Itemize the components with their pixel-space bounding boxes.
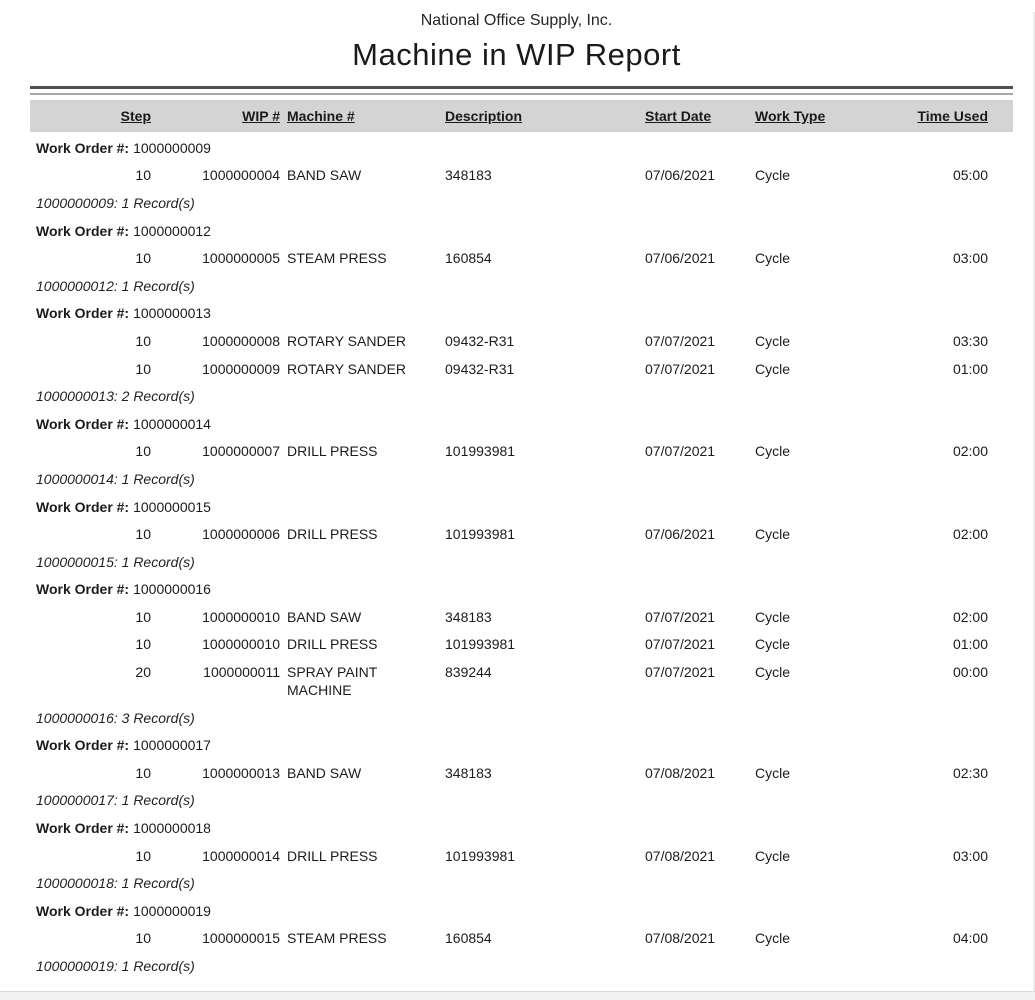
work-order-number: 1000000015 [133,498,211,515]
cell-step: 10 [135,526,151,543]
title-rule-light [30,93,1013,95]
cell-time-used: 02:30 [952,764,988,781]
work-order-header [30,217,1013,245]
cell-description: 101993981 [445,526,516,543]
cell-start-date: 07/07/2021 [645,332,716,349]
cell-description: 101993981 [445,636,516,653]
cell-step: 10 [135,360,151,377]
cell-work-type: Cycle [755,608,791,625]
work-order-header [30,300,1013,328]
cell-start-date: 07/07/2021 [645,360,716,377]
group-record-count: 1000000014: 1 Record(s) [36,470,195,487]
group-record-count: 1000000019: 1 Record(s) [36,958,195,975]
cell-description: 09432-R31 [445,332,515,349]
cell-start-date: 07/08/2021 [645,764,716,781]
cell-work-type: Cycle [755,360,791,377]
table-row [30,842,1013,870]
work-order-label: Work Order #: [36,139,130,156]
column-header-description[interactable]: Description [445,108,523,124]
group-record-count: 1000000012: 1 Record(s) [36,277,195,294]
cell-step: 10 [135,930,151,947]
work-order-header [30,576,1013,604]
group-record-count: 1000000015: 1 Record(s) [36,553,195,570]
cell-work-type: Cycle [755,636,791,653]
work-order-number: 1000000014 [133,415,211,432]
bottom-edge-strip [0,991,1035,1000]
cell-start-date: 07/08/2021 [645,930,716,947]
cell-step: 10 [135,167,151,184]
group-record-count: 1000000013: 2 Record(s) [36,388,195,405]
cell-time-used: 03:00 [952,847,988,864]
cell-machine: DRILL PRESS [287,443,378,460]
cell-time-used: 04:00 [952,930,988,947]
table-row [30,520,1013,548]
cell-machine: DRILL PRESS [287,847,378,864]
report-title: Machine in WIP Report [352,37,681,72]
cell-machine: ROTARY SANDER [287,332,407,349]
company-name: National Office Supply, Inc. [420,12,613,29]
cell-wip: 1000000011 [203,664,280,681]
column-header-start-date[interactable]: Start Date [645,108,712,124]
cell-work-type: Cycle [755,847,791,864]
work-order-number: 1000000013 [133,305,211,322]
work-order-number: 1000000009 [133,139,211,156]
work-order-label: Work Order #: [36,902,130,919]
cell-start-date: 07/07/2021 [645,664,716,681]
cell-time-used: 02:00 [952,526,988,543]
cell-work-type: Cycle [755,250,791,267]
cell-wip: 1000000010 [202,636,280,653]
cell-step: 10 [135,608,151,625]
cell-time-used: 01:00 [952,636,988,653]
work-order-label: Work Order #: [36,737,130,754]
column-header-time-used[interactable]: Time Used [917,108,988,124]
cell-step: 10 [135,636,151,653]
cell-step: 10 [135,764,151,781]
work-order-label: Work Order #: [36,305,130,322]
work-order-label: Work Order #: [36,415,130,432]
column-header-work-type[interactable]: Work Type [755,108,826,124]
work-order-header [30,493,1013,521]
cell-machine: STEAM PRESS [287,250,387,267]
cell-start-date: 07/07/2021 [645,636,716,653]
table-row [30,244,1013,272]
cell-start-date: 07/06/2021 [645,526,716,543]
group-record-count: 1000000017: 1 Record(s) [36,792,195,809]
cell-wip: 1000000009 [202,360,280,377]
cell-description: 160854 [445,250,492,267]
cell-wip: 1000000013 [202,764,280,781]
work-order-header [30,814,1013,842]
cell-step: 10 [135,847,151,864]
column-header-bar [30,100,1013,132]
cell-work-type: Cycle [755,332,791,349]
title-rule-dark [30,86,1013,89]
table-row [30,759,1013,787]
report-page [0,12,1035,1000]
cell-machine: ROTARY SANDER [287,360,407,377]
cell-description: 839244 [445,664,492,681]
cell-description: 348183 [445,167,492,184]
group-record-count: 1000000009: 1 Record(s) [36,194,195,211]
work-order-header [30,897,1013,925]
cell-time-used: 01:00 [952,360,988,377]
cell-machine: STEAM PRESS [287,930,387,947]
work-order-number: 1000000012 [133,222,211,239]
cell-work-type: Cycle [755,664,791,681]
work-order-label: Work Order #: [36,820,130,837]
table-row [30,438,1013,466]
table-row [30,327,1013,355]
cell-work-type: Cycle [755,526,791,543]
cell-start-date: 07/08/2021 [645,847,716,864]
work-order-header [30,134,1013,162]
work-order-header [30,410,1013,438]
group-record-count: 1000000016: 3 Record(s) [36,709,195,726]
cell-machine: DRILL PRESS [287,526,378,543]
work-order-number: 1000000017 [133,737,211,754]
column-header-step[interactable]: Step [120,108,151,124]
cell-wip: 1000000008 [202,332,280,349]
cell-step: 20 [135,664,151,681]
cell-description: 160854 [445,930,492,947]
cell-start-date: 07/06/2021 [645,167,716,184]
cell-wip: 1000000015 [202,930,280,947]
column-header-wip[interactable]: WIP # [242,108,280,124]
cell-time-used: 03:30 [952,332,988,349]
cell-description: 09432-R31 [445,360,515,377]
cell-work-type: Cycle [755,443,791,460]
cell-machine: DRILL PRESS [287,636,378,653]
cell-description: 348183 [445,608,492,625]
cell-time-used: 02:00 [952,608,988,625]
column-header-machine[interactable]: Machine # [287,108,355,124]
cell-step: 10 [135,443,151,460]
cell-description: 101993981 [445,847,516,864]
cell-step: 10 [135,250,151,267]
table-row [30,603,1013,631]
work-order-number: 1000000016 [133,581,211,598]
cell-start-date: 07/07/2021 [645,608,716,625]
report-body [30,134,1013,980]
work-order-header [30,731,1013,759]
cell-description: 101993981 [445,443,516,460]
work-order-number: 1000000018 [133,820,211,837]
cell-time-used: 00:00 [952,664,988,681]
cell-start-date: 07/07/2021 [645,443,716,460]
cell-time-used: 03:00 [952,250,988,267]
cell-start-date: 07/06/2021 [645,250,716,267]
work-order-label: Work Order #: [36,498,130,515]
work-order-label: Work Order #: [36,581,130,598]
work-order-label: Work Order #: [36,222,130,239]
table-row [30,658,1013,704]
cell-time-used: 05:00 [952,167,988,184]
group-record-count: 1000000018: 1 Record(s) [36,875,195,892]
cell-wip: 1000000004 [202,167,280,184]
cell-machine: BAND SAW [287,608,362,625]
work-order-number: 1000000019 [133,902,211,919]
cell-work-type: Cycle [755,930,791,947]
cell-description: 348183 [445,764,492,781]
cell-wip: 1000000007 [202,443,280,460]
table-row [30,631,1013,659]
cell-wip: 1000000010 [202,608,280,625]
table-row [30,925,1013,953]
cell-work-type: Cycle [755,167,791,184]
cell-wip: 1000000005 [202,250,280,267]
cell-machine: BAND SAW [287,764,362,781]
cell-wip: 1000000006 [202,526,280,543]
cell-step: 10 [135,332,151,349]
table-row [30,355,1013,383]
cell-time-used: 02:00 [952,443,988,460]
cell-work-type: Cycle [755,764,791,781]
table-row [30,162,1013,190]
cell-wip: 1000000014 [202,847,280,864]
cell-machine: BAND SAW [287,167,362,184]
cell-machine: SPRAY PAINT MACHINE [287,664,377,699]
